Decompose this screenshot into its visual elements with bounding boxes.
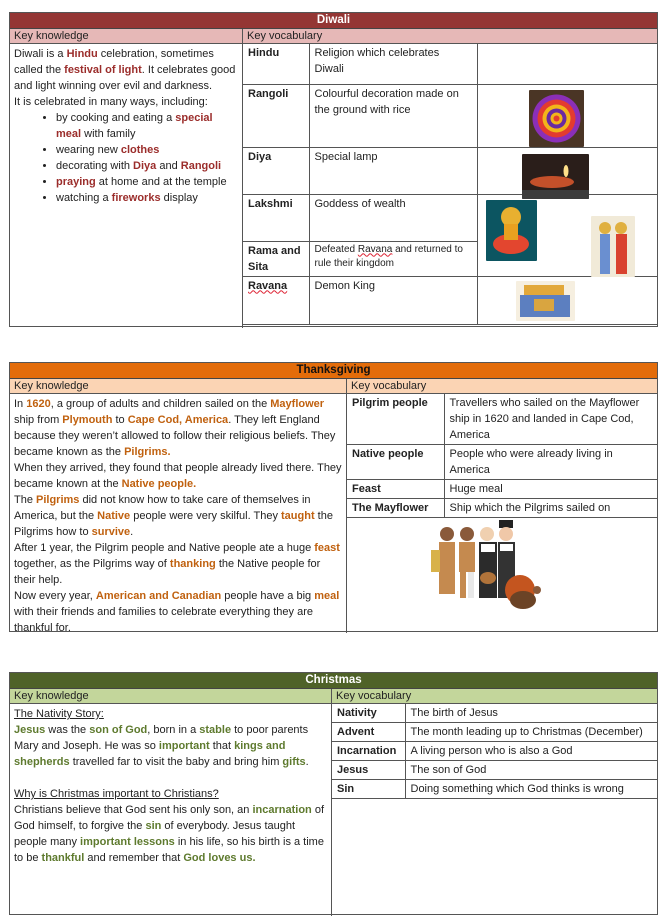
vocab-term: Jesus [332,761,405,780]
highlighted-term: sin [145,820,162,832]
thanksgiving-section [9,362,658,632]
highlighted-term: survive [91,526,131,538]
vocab-def: Ship which the Pilgrims sailed on [444,499,657,518]
vocab-def: A living person who is also a God [405,742,657,761]
def-part: and returned to rule their kingdom [314,243,463,269]
text-run: people have a big [221,590,315,602]
highlighted-term: incarnation [252,804,312,816]
vocab-def [309,241,477,276]
highlighted-term: Native people. [121,478,197,490]
thanksgiving-vocab [347,394,657,633]
highlighted-term: important lessons [80,836,175,848]
thanksgiving-paragraph [14,396,342,460]
highlighted-term: feast [314,542,340,554]
vocab-term: Sin [332,780,405,799]
vocab-def: The birth of Jesus [405,704,657,723]
vocab-row [243,44,657,84]
text-run: watching a [56,192,112,204]
highlighted-term: important [158,740,210,752]
christmas-knowledge-header: Key knowledge [10,689,332,703]
highlighted-term: Mayflower [270,398,325,410]
vocab-def: Huge meal [444,480,657,499]
vocab-def: People who were already living in America [444,445,657,480]
text-run: travelled far to visit the baby and bring him [69,756,283,768]
diwali-bullet [56,190,238,206]
christmas-title: Christmas [10,673,657,689]
text-run: at home and at the temple [95,176,227,188]
text-run: . [305,756,309,768]
text-run: the Pilgrims how to [14,510,333,538]
thanksgiving-vocab-table [347,394,657,518]
vocab-row [332,704,657,723]
diwali-knowledge [10,44,243,328]
highlighted-term: Pilgrims [36,494,80,506]
highlighted-term: thankful [41,852,85,864]
text-run: by cooking and eating a [56,112,176,124]
text-run: . It celebrates good and light winning over evil and darkness. [14,64,236,92]
diwali-vocab-header: Key vocabulary [247,30,323,42]
lakshmi-image [486,200,537,261]
diwali-vocab-table [243,44,657,325]
text-run: Christians believe that God sent his only son, an [14,804,253,816]
highlighted-term: taught [281,510,315,522]
diwali-bullet-list [14,110,238,206]
text-run: people were very skilful. They [130,510,281,522]
text-run: . [130,526,134,538]
vocab-term: Lakshmi [243,194,309,241]
highlighted-term: Diya [133,160,157,172]
text-run: to poor parents Mary and Joseph. He was so [14,724,309,752]
highlighted-term: clothes [120,144,160,156]
vocab-row [347,499,657,518]
thanksgiving-paragraph [14,460,342,492]
text-run: of God himself, to forgive the [14,804,324,832]
diwali-bullet [56,142,238,158]
text-run: Now every year, [14,590,96,602]
highlighted-term: 1620 [26,398,51,410]
text-run: ship from [14,414,63,426]
vocab-row [243,276,657,324]
highlighted-term: Cape Cod, America [127,414,229,426]
highlighted-term: praying [56,176,96,188]
text-run: , born in a [147,724,200,736]
christmas-knowledge [10,704,332,916]
text-run: wearing new [56,144,121,156]
text-run: and [156,160,181,172]
diwali-bullet [56,174,238,190]
highlighted-term: thanking [169,558,216,570]
christmas-paragraph [14,802,327,866]
thanksgiving-paragraph [14,540,342,588]
diwali-bullet [56,110,238,142]
pilgrims-illustration [427,520,547,624]
rangoli-image [529,90,584,147]
diwali-knowledge-header: Key knowledge [10,29,243,43]
text-run: display [160,192,198,204]
thanksgiving-paragraph [14,588,342,636]
vocab-row [347,480,657,499]
text-run: and remember that [84,852,184,864]
thanksgiving-knowledge-header: Key knowledge [10,379,347,393]
vocab-def: The son of God [405,761,657,780]
christmas-section [9,672,658,915]
vocab-row [332,742,657,761]
text-run: in his life, so his birth is a time to be [14,836,324,864]
thanksgiving-paragraph [14,492,342,540]
highlighted-term: Jesus [14,724,46,736]
diwali-section [9,12,658,327]
text-run: did not know how to take care of themselves in America, but the [14,494,311,522]
text-run: Diwali is a [14,48,67,60]
vocab-term: Native people [347,445,444,480]
vocab-term: The Mayflower [347,499,444,518]
highlighted-term: special meal [56,112,213,140]
vocab-term: Hindu [243,44,309,84]
vocab-row [332,723,657,742]
text-run: with their friends and families to celebrate everything they are thankful for. [14,606,313,634]
ravana-image [516,281,575,321]
christmas-paragraph [14,722,327,770]
highlighted-term: son of God [89,724,148,736]
text-run: of everybody. Jesus taught people many [14,820,296,848]
vocab-term: Ravana [243,276,309,324]
christmas-vocab-table [332,704,657,799]
rama-sita-image [591,216,635,277]
vocab-row [347,394,657,445]
vocab-def: Colourful decoration made on the ground with rice [309,84,477,147]
vocab-term: Rangoli [243,84,309,147]
text-run: , a group of adults and children sailed on the [50,398,271,410]
vocab-term: Feast [347,480,444,499]
thanksgiving-vocab-header: Key vocabulary [351,380,427,392]
text-run: . They left England because they weren’t allowed to follow their religious beliefs. They became known as the [14,414,336,458]
text-run: When they arrived, they found that people already lived there. They became known at the [14,462,342,490]
vocab-def: Goddess of wealth [309,194,477,241]
def-part: Defeated [314,243,358,255]
vocab-image-cell [477,44,657,84]
text-run: The [14,494,37,506]
christmas-vocab [332,704,657,916]
vocab-row [332,761,657,780]
text-run: decorating with [56,160,134,172]
text-run: with family [81,128,136,140]
nativity-heading: The Nativity Story: [14,708,104,720]
highlighted-term: meal [314,590,340,602]
text-run: that [209,740,235,752]
thanksgiving-title: Thanksgiving [10,363,657,379]
why-important-heading: Why is Christmas important to Christians? [14,788,219,800]
diwali-bullet [56,158,238,174]
highlighted-term: festival of light [64,64,142,76]
text-run: the Native people for their help. [14,558,321,586]
highlighted-term: Pilgrims. [124,446,171,458]
highlighted-term: Hindu [66,48,98,60]
vocab-row [332,780,657,799]
text-run: together, as the Pilgrims way of [14,558,170,570]
vocab-def: The month leading up to Christmas (December) [405,723,657,742]
text-run: In [14,398,27,410]
diwali-subheader [10,29,657,44]
vocab-def: Demon King [309,276,477,324]
vocab-term: Diya [243,147,309,194]
vocab-row [347,445,657,480]
diwali-title: Diwali [10,13,657,29]
text-run: was the [45,724,90,736]
text-run: After 1 year, the Pilgrim people and Native people ate a huge [14,542,315,554]
vocab-def: Doing something which God thinks is wrong [405,780,657,799]
diya-lamp-image [522,154,589,199]
vocab-term: Rama and Sita [243,241,309,276]
vocab-row [243,147,657,194]
highlighted-term: Plymouth [62,414,113,426]
text-run: to [112,414,128,426]
highlighted-term: Rangoli [180,160,222,172]
vocab-def: Religion which celebrates Diwali [309,44,477,84]
vocab-row [243,84,657,147]
highlighted-term: Native [97,510,131,522]
highlighted-term: gifts [282,756,306,768]
christmas-subheader [10,689,657,704]
diwali-knowledge-p1 [14,46,238,94]
highlighted-term: fireworks [111,192,161,204]
diwali-knowledge-p2: It is celebrated in many ways, including: [14,96,208,108]
def-part-ravana: Ravana [357,243,393,255]
thanksgiving-subheader [10,379,657,394]
vocab-def: Special lamp [309,147,477,194]
vocab-term: Nativity [332,704,405,723]
vocab-def: Travellers who sailed on the Mayflower ship in 1620 and landed in Cape Cod, America [444,394,657,445]
highlighted-term: stable [199,724,232,736]
highlighted-term: kings and shepherds [14,740,286,768]
text-run: celebration, sometimes called the [14,48,214,76]
thanksgiving-knowledge [10,394,347,633]
vocab-term: Pilgrim people [347,394,444,445]
vocab-term: Incarnation [332,742,405,761]
highlighted-term: American and Canadian [95,590,222,602]
highlighted-term: God loves us. [183,852,256,864]
diwali-vocab [243,44,657,328]
christmas-vocab-header: Key vocabulary [336,690,412,702]
vocab-term: Advent [332,723,405,742]
